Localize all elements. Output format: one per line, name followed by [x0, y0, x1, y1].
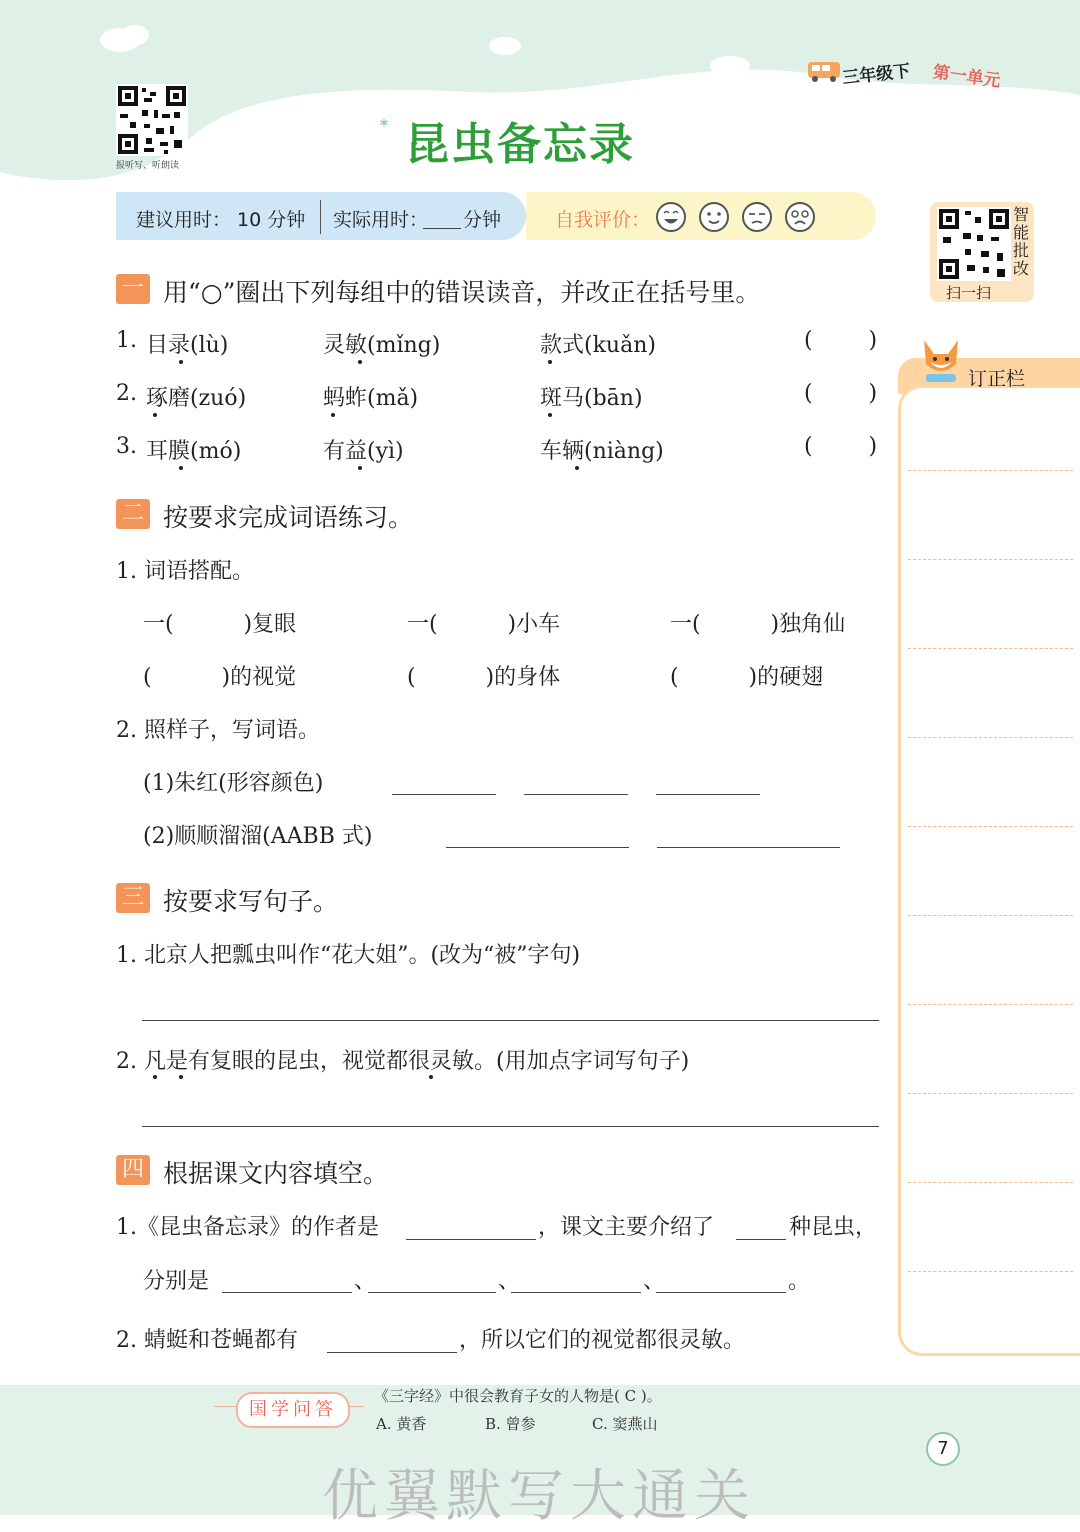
section-badge: 一 — [116, 274, 150, 304]
question: 2. 照样子，写词语。 — [116, 718, 320, 743]
fox-icon — [918, 334, 964, 386]
correction-line — [908, 1182, 1073, 1183]
pinyin-item[interactable]: 车辆(niàng) — [540, 439, 664, 464]
question-text: 1.《昆虫备忘录》的作者是 — [116, 1215, 379, 1240]
answer-paren[interactable]: ( ) — [804, 381, 878, 406]
quiz-option[interactable]: C. 窦燕山 — [592, 1415, 658, 1433]
separator: 、 — [354, 1269, 377, 1294]
answer-blank[interactable] — [327, 1352, 457, 1353]
sad-face-icon[interactable] — [784, 201, 816, 233]
answer-blank[interactable] — [657, 847, 840, 848]
qr-code[interactable] — [116, 84, 188, 156]
section-badge: 二 — [116, 499, 150, 529]
section-title: 按要求完成词语练习。 — [163, 503, 414, 532]
qr-code-grading[interactable] — [937, 207, 1011, 281]
row-number: 3. — [116, 434, 137, 459]
emphasis-dot — [358, 360, 362, 364]
answer-line[interactable] — [142, 1020, 879, 1021]
pinyin-item[interactable]: 蚂蚱(mǎ) — [323, 386, 419, 411]
neutral-face-icon[interactable] — [741, 201, 773, 233]
correction-line — [908, 648, 1073, 649]
smart-grading-label: 智能批改 — [1013, 205, 1030, 278]
emphasis-dot — [331, 413, 335, 417]
emphasis-dot — [358, 466, 362, 470]
correction-line — [908, 915, 1073, 916]
emphasis-dot — [548, 413, 552, 417]
answer-blank[interactable] — [446, 847, 629, 848]
answer-paren[interactable]: ( ) — [804, 434, 878, 459]
emphasis-dot — [548, 360, 552, 364]
collocation-item[interactable]: ( )的身体 — [407, 665, 561, 690]
pinyin-item[interactable]: 琢磨(zuó) — [146, 386, 247, 411]
correction-line — [908, 470, 1073, 471]
correction-line — [908, 1093, 1073, 1094]
row-number: 2. — [116, 381, 137, 406]
qr-caption: 报听写、听朗读 — [116, 161, 180, 171]
pinyin-item[interactable]: 耳膜(mó) — [146, 439, 242, 464]
emphasis-dot — [179, 360, 183, 364]
actual-time-unit: 分钟 — [463, 209, 502, 231]
sentence-end: 。 — [788, 1269, 811, 1294]
collocation-item[interactable]: ( )的硬翅 — [670, 665, 824, 690]
insect-blank[interactable] — [368, 1292, 496, 1293]
actual-time-blank[interactable] — [423, 228, 461, 229]
correction-line — [908, 1271, 1073, 1272]
quiz-question: 《三字经》中很会教育子女的人物是( C )。 — [374, 1387, 662, 1405]
emphasis-dot — [575, 466, 579, 470]
correction-line — [908, 1004, 1073, 1005]
collocation-item[interactable]: 一( )复眼 — [143, 612, 297, 637]
pinyin-item[interactable]: 款式(kuǎn) — [540, 333, 656, 358]
emphasis-dot — [429, 1075, 433, 1079]
insect-blank[interactable] — [222, 1292, 352, 1293]
page-number: 7 — [926, 1432, 960, 1466]
answer-line[interactable] — [142, 1126, 879, 1127]
question-text: ，所以它们的视觉都很灵敏。 — [459, 1328, 746, 1353]
section-title: 按要求写句子。 — [163, 887, 339, 916]
self-eval-label: 自我评价： — [555, 209, 651, 231]
laughing-face-icon[interactable] — [655, 201, 687, 233]
pinyin-item[interactable]: 斑马(bān) — [540, 386, 643, 411]
insect-blank[interactable] — [656, 1292, 786, 1293]
collocation-item[interactable]: 一( )小车 — [407, 612, 561, 637]
page-title: 昆虫备忘录 — [405, 119, 635, 170]
pinyin-item[interactable]: 灵敏(mǐng) — [323, 333, 441, 358]
bus-icon — [806, 58, 842, 84]
answer-paren[interactable]: ( ) — [804, 328, 878, 353]
answer-blank[interactable] — [524, 794, 628, 795]
scan-label: 扫一扫 — [946, 284, 992, 302]
correction-panel[interactable] — [898, 385, 1080, 1356]
suggested-time: 建议用时： 10 分钟 — [136, 209, 306, 231]
question: 1. 北京人把瓢虫叫作“花大姐”。(改为“被”字句) — [116, 943, 581, 968]
section-title: 根据课文内容填空。 — [163, 1159, 389, 1188]
section-badge: 三 — [116, 883, 150, 913]
unit-label: 第一单元 — [931, 62, 1002, 92]
correction-line — [908, 826, 1073, 827]
pinyin-item[interactable]: 目录(lù) — [146, 333, 229, 358]
question-text: ，课文主要介绍了 — [538, 1215, 715, 1240]
author-blank[interactable] — [406, 1239, 536, 1240]
example-prompt: (2)顺顺溜溜(AABB 式) — [143, 824, 373, 849]
collocation-item[interactable]: ( )的视觉 — [143, 665, 297, 690]
collocation-item[interactable]: 一( )独角仙 — [670, 612, 846, 637]
answer-blank[interactable] — [392, 794, 496, 795]
quiz-option[interactable]: A. 黄香 — [376, 1415, 427, 1433]
question-text: 分别是 — [143, 1269, 210, 1294]
separator: 、 — [498, 1269, 521, 1294]
count-blank[interactable] — [736, 1239, 786, 1240]
emphasis-dot — [179, 466, 183, 470]
correction-line — [908, 559, 1073, 560]
emphasis-dot — [179, 1075, 183, 1079]
section-badge: 四 — [116, 1155, 150, 1185]
row-number: 1. — [116, 328, 137, 353]
watermark: 优翼默写大通关 — [322, 1464, 756, 1529]
emphasis-dot — [153, 1075, 157, 1079]
actual-time-label: 实际用时： — [333, 209, 429, 231]
separator: 、 — [643, 1269, 666, 1294]
section-title: 用“○”圈出下列每组中的错误读音，并改正在括号里。 — [163, 278, 761, 307]
example-prompt: (1)朱红(形容颜色) — [143, 771, 324, 796]
smile-face-icon[interactable] — [698, 201, 730, 233]
question-text: 种昆虫， — [789, 1215, 878, 1240]
correction-title: 订正栏 — [968, 368, 1026, 390]
emphasis-dot — [153, 413, 157, 417]
pinyin-item[interactable]: 有益(yì) — [323, 439, 404, 464]
correction-line — [908, 737, 1073, 738]
divider — [320, 200, 321, 234]
insect-blank[interactable] — [511, 1292, 641, 1293]
question: 1. 词语搭配。 — [116, 559, 254, 584]
guoxue-badge: 国学问答 — [236, 1392, 350, 1428]
answer-blank[interactable] — [656, 794, 760, 795]
question: 2. 凡是有复眼的昆虫，视觉都很灵敏。(用加点字词写句子) — [116, 1049, 690, 1074]
grade-label: 三年级下 — [841, 61, 912, 89]
quiz-option[interactable]: B. 曾参 — [485, 1415, 536, 1433]
star-icon: * — [380, 116, 388, 135]
question-text: 2. 蜻蜓和苍蝇都有 — [116, 1328, 298, 1353]
